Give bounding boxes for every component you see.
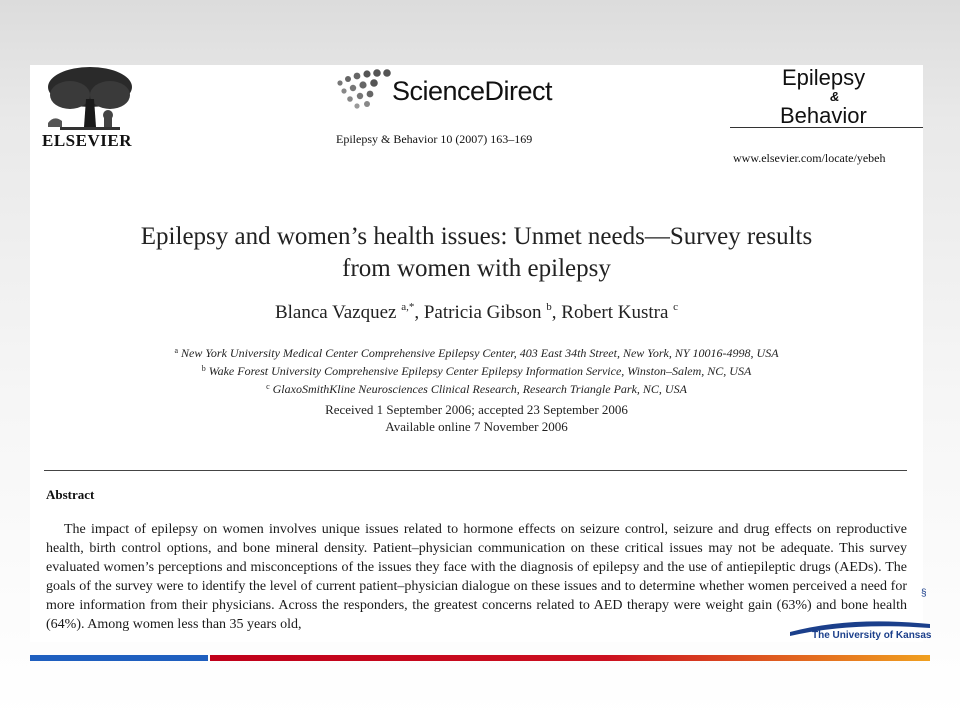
affiliation-item bbox=[30, 361, 923, 379]
author-name: Robert Kustra bbox=[561, 302, 669, 323]
affiliation-mark: c bbox=[266, 382, 270, 391]
university-name: The University of Kansas bbox=[812, 630, 932, 641]
affiliation-list bbox=[30, 343, 923, 397]
article-title bbox=[30, 221, 923, 285]
received-date: Received 1 September 2006; accepted 23 September 2006 bbox=[325, 402, 628, 417]
affiliation-item bbox=[30, 379, 923, 397]
abstract-text: The impact of epilepsy on women involves unique issues related to hormone effects on seizure control, seizure and drug effects on reproductive health, birth control options, and bone mineral density. Patient–physician communication on these critical issues may not be adequate. This survey evaluated women’s perceptions and misconceptions of the issues they face with the diagnosis of epilepsy and the use of antiepileptic drugs (AEDs). The goals of the survey were to identify the level of current patient–physician dialogue on these issues and to determine whether women perceived a need for more information from their physicians. Across the responders, the greatest concerns related to AED therapy were weight gain (63%) and bone health (64%). Among women less than 35 years old, bbox=[46, 522, 907, 632]
article-dates bbox=[30, 401, 923, 435]
footer-color-bar bbox=[30, 655, 930, 661]
title-line-2: from women with epilepsy bbox=[342, 255, 611, 282]
journal-citation: Epilepsy & Behavior 10 (2007) 163–169 bbox=[336, 132, 533, 146]
sciencedirect-dots-icon bbox=[334, 69, 396, 111]
author-name: Patricia Gibson bbox=[423, 302, 542, 323]
section-divider bbox=[44, 470, 907, 471]
epilepsy-behavior-logo bbox=[772, 65, 922, 129]
elsevier-wordmark: ELSEVIER bbox=[42, 131, 132, 150]
author-affiliation-mark: c bbox=[673, 301, 679, 313]
affiliation-text: New York University Medical Center Comprehensive Epilepsy Center, 403 East 34th Street, New York, NY 10016-4998, USA bbox=[181, 346, 779, 360]
sciencedirect-wordmark: ScienceDirect bbox=[392, 76, 553, 106]
affiliation-text: GlaxoSmithKline Neurosciences Clinical Research, Research Triangle Park, NC, USA bbox=[272, 382, 687, 396]
title-line-1: Epilepsy and women’s health issues: Unmet needs—Survey results bbox=[140, 223, 813, 250]
author-list bbox=[30, 301, 923, 324]
journal-url: www.elsevier.com/locate/yebeh bbox=[733, 151, 886, 165]
paper-page bbox=[30, 65, 923, 642]
journal-logo-line2: Behavior bbox=[780, 103, 867, 128]
available-date: Available online 7 November 2006 bbox=[385, 419, 568, 434]
journal-logo-ampersand: & bbox=[830, 89, 840, 104]
author-affiliation-mark: a,* bbox=[401, 301, 415, 313]
abstract-heading: Abstract bbox=[46, 487, 95, 502]
author-separator: , bbox=[551, 302, 562, 323]
author-affiliation-mark: b bbox=[546, 301, 552, 313]
author-separator: , bbox=[414, 302, 424, 323]
sciencedirect-logo bbox=[334, 69, 574, 115]
ku-edge-glyph-icon: § bbox=[921, 588, 927, 599]
footer-bar-blue bbox=[30, 655, 208, 661]
affiliation-mark: b bbox=[201, 364, 206, 373]
affiliation-text: Wake Forest University Comprehensive Epilepsy Center Epilepsy Information Service, Winston–Salem, NC, USA bbox=[208, 364, 752, 378]
footer-bar-red bbox=[210, 655, 930, 661]
affiliation-item bbox=[30, 343, 923, 361]
author-name: Blanca Vazquez bbox=[274, 302, 397, 323]
journal-logo-line1: Epilepsy bbox=[782, 65, 866, 90]
affiliation-mark: a bbox=[174, 346, 179, 355]
header-rule bbox=[730, 127, 923, 128]
